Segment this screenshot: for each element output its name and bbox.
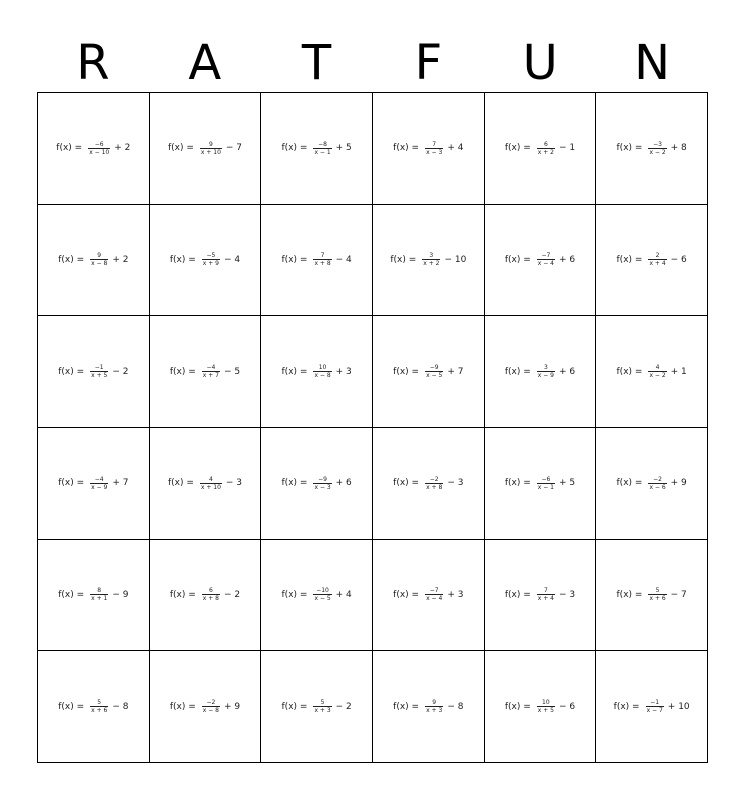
bingo-grid <box>37 92 708 763</box>
function-prefix: f(x) = <box>616 589 643 600</box>
fraction-numerator: 10 <box>542 699 550 707</box>
fraction <box>425 699 443 714</box>
constant-term: + 5 <box>558 478 576 489</box>
fraction <box>537 699 555 714</box>
bingo-cell[interactable] <box>150 428 262 540</box>
function-expression <box>170 364 240 379</box>
function-prefix: f(x) = <box>616 478 643 489</box>
function-prefix: f(x) = <box>504 701 531 712</box>
function-expression <box>58 699 128 714</box>
constant-term: − 3 <box>225 478 243 489</box>
function-prefix: f(x) = <box>613 701 640 712</box>
function-expression <box>282 476 352 491</box>
fraction <box>648 476 666 491</box>
function-prefix: f(x) = <box>58 254 85 265</box>
function-prefix: f(x) = <box>58 701 85 712</box>
function-prefix: f(x) = <box>393 478 420 489</box>
constant-term: − 10 <box>444 254 467 265</box>
fraction <box>90 364 108 379</box>
function-prefix: f(x) = <box>281 589 308 600</box>
fraction-numerator: 3 <box>543 364 548 372</box>
fraction-numerator: −4 <box>206 364 216 372</box>
fraction-numerator: −4 <box>94 475 104 483</box>
fraction <box>648 252 666 267</box>
bingo-cell[interactable] <box>485 540 597 652</box>
function-prefix: f(x) = <box>393 701 420 712</box>
function-expression <box>282 364 352 379</box>
fraction <box>537 587 555 602</box>
bingo-cell[interactable] <box>38 205 150 317</box>
fraction-numerator: 5 <box>320 699 325 707</box>
constant-term: + 5 <box>335 143 352 154</box>
function-expression <box>393 587 463 602</box>
fraction-denominator: x + 4 <box>649 260 666 268</box>
function-prefix: f(x) = <box>616 254 643 265</box>
function-expression <box>56 141 130 156</box>
bingo-cell[interactable] <box>261 316 373 428</box>
function-expression <box>617 476 687 491</box>
header-letter: N <box>634 35 671 91</box>
bingo-cell[interactable] <box>485 651 597 763</box>
fraction-denominator: x + 8 <box>426 483 443 491</box>
function-expression <box>617 364 687 379</box>
fraction-numerator: −7 <box>429 587 439 595</box>
function-prefix: f(x) = <box>390 254 417 265</box>
function-expression <box>393 476 463 491</box>
fraction <box>422 252 440 267</box>
function-prefix: f(x) = <box>281 701 308 712</box>
function-expression <box>617 252 687 267</box>
bingo-cell[interactable] <box>485 205 597 317</box>
fraction <box>202 364 220 379</box>
constant-term: + 8 <box>670 143 687 154</box>
fraction <box>90 699 108 714</box>
function-expression <box>58 476 128 491</box>
bingo-cell[interactable] <box>596 540 708 652</box>
function-prefix: f(x) = <box>169 589 196 600</box>
function-prefix: f(x) = <box>58 366 85 377</box>
fraction-numerator: −7 <box>541 252 551 260</box>
fraction-denominator: x + 10 <box>200 483 221 491</box>
fraction-numerator: 6 <box>208 587 213 595</box>
fraction-denominator: x − 5 <box>426 372 443 380</box>
fraction-numerator: −10 <box>316 587 329 595</box>
fraction-denominator: x + 10 <box>200 148 221 156</box>
fraction <box>313 587 331 602</box>
fraction <box>202 699 220 714</box>
bingo-cell[interactable] <box>38 316 150 428</box>
constant-term: + 4 <box>447 143 464 154</box>
fraction-numerator: −5 <box>206 252 216 260</box>
fraction <box>202 252 220 267</box>
function-expression <box>170 252 240 267</box>
function-prefix: f(x) = <box>393 366 420 377</box>
bingo-cell[interactable] <box>150 651 262 763</box>
constant-term: + 4 <box>335 589 352 600</box>
constant-term: − 9 <box>112 589 129 600</box>
constant-term: − 6 <box>558 701 576 712</box>
fraction-numerator: −9 <box>318 475 327 483</box>
fraction-denominator: x + 5 <box>537 707 554 715</box>
fraction-denominator: x − 1 <box>314 148 331 156</box>
function-prefix: f(x) = <box>281 366 308 377</box>
fraction-denominator: x − 9 <box>91 483 108 491</box>
fraction-denominator: x − 9 <box>537 372 554 380</box>
header-letter: F <box>414 35 443 91</box>
fraction-numerator: 7 <box>320 252 325 260</box>
fraction-denominator: x − 7 <box>646 707 663 715</box>
fraction-numerator: −2 <box>429 475 439 483</box>
constant-term: + 6 <box>335 478 352 489</box>
fraction-numerator: 5 <box>97 699 102 707</box>
function-expression <box>505 141 575 156</box>
constant-term: + 10 <box>667 701 690 712</box>
fraction-denominator: x + 3 <box>426 707 443 715</box>
fraction-denominator: x − 8 <box>91 260 108 268</box>
fraction-denominator: x − 4 <box>426 595 443 603</box>
bingo-cell[interactable] <box>596 651 708 763</box>
constant-term: + 2 <box>114 143 131 154</box>
function-expression <box>617 141 687 156</box>
function-prefix: f(x) = <box>281 478 308 489</box>
fraction-denominator: x + 5 <box>91 372 108 380</box>
bingo-cell[interactable] <box>373 540 485 652</box>
bingo-cell[interactable] <box>38 651 150 763</box>
function-expression <box>58 587 128 602</box>
function-expression <box>505 476 575 491</box>
fraction <box>537 364 555 379</box>
constant-term: − 2 <box>112 366 129 377</box>
fraction-numerator: −8 <box>318 140 327 148</box>
fraction <box>646 699 664 714</box>
header-letter: T <box>301 35 332 91</box>
fraction-numerator: −2 <box>206 699 216 707</box>
constant-term: − 1 <box>558 143 576 154</box>
function-prefix: f(x) = <box>58 589 85 600</box>
constant-term: − 2 <box>223 589 241 600</box>
bingo-cell[interactable] <box>38 93 150 205</box>
bingo-cell[interactable] <box>261 428 373 540</box>
fraction <box>313 699 331 714</box>
constant-term: − 3 <box>558 589 576 600</box>
fraction <box>537 252 555 267</box>
function-expression <box>393 699 463 714</box>
bingo-cell[interactable] <box>373 316 485 428</box>
fraction <box>425 587 443 602</box>
constant-term: − 2 <box>335 701 352 712</box>
constant-term: + 6 <box>558 254 576 265</box>
fraction-numerator: 9 <box>208 140 213 148</box>
fraction <box>425 476 443 491</box>
bingo-cell[interactable] <box>373 428 485 540</box>
fraction <box>313 364 331 379</box>
bingo-cell[interactable] <box>373 205 485 317</box>
fraction <box>425 141 443 156</box>
fraction-denominator: x − 3 <box>426 148 443 156</box>
fraction-denominator: x − 3 <box>314 483 331 491</box>
fraction-denominator: x − 4 <box>537 260 554 268</box>
fraction <box>537 476 555 491</box>
bingo-cell[interactable] <box>261 205 373 317</box>
fraction-numerator: 8 <box>97 587 102 595</box>
fraction-numerator: 9 <box>97 252 102 260</box>
function-prefix: f(x) = <box>393 143 420 154</box>
fraction-denominator: x + 7 <box>202 372 219 380</box>
constant-term: + 9 <box>223 701 241 712</box>
function-expression <box>58 364 128 379</box>
fraction-numerator: 9 <box>432 699 437 707</box>
bingo-cell[interactable] <box>596 93 708 205</box>
bingo-cell[interactable] <box>150 93 262 205</box>
fraction <box>88 141 110 156</box>
fraction-numerator: −6 <box>94 140 104 148</box>
constant-term: − 3 <box>447 478 464 489</box>
constant-term: + 2 <box>112 254 129 265</box>
constant-term: + 6 <box>558 366 576 377</box>
function-expression <box>390 252 466 267</box>
fraction <box>648 364 666 379</box>
function-expression <box>168 141 242 156</box>
fraction-denominator: x + 2 <box>537 148 554 156</box>
function-prefix: f(x) = <box>504 254 531 265</box>
function-prefix: f(x) = <box>281 254 308 265</box>
function-prefix: f(x) = <box>504 589 531 600</box>
bingo-cell[interactable] <box>485 316 597 428</box>
function-prefix: f(x) = <box>169 254 196 265</box>
function-prefix: f(x) = <box>167 143 194 154</box>
fraction <box>90 476 108 491</box>
fraction-numerator: 10 <box>318 364 327 372</box>
header-letter: U <box>522 35 558 91</box>
bingo-cell[interactable] <box>485 428 597 540</box>
function-expression <box>282 252 352 267</box>
constant-term: + 7 <box>447 366 464 377</box>
fraction-numerator: 7 <box>432 140 437 148</box>
function-expression <box>505 252 575 267</box>
constant-term: − 8 <box>112 701 129 712</box>
function-prefix: f(x) = <box>504 478 531 489</box>
fraction-denominator: x − 8 <box>314 372 331 380</box>
function-expression <box>282 587 352 602</box>
constant-term: − 6 <box>670 254 687 265</box>
fraction-numerator: 5 <box>655 587 660 595</box>
fraction <box>648 587 666 602</box>
fraction-denominator: x + 2 <box>423 260 440 268</box>
fraction-denominator: x + 8 <box>202 595 219 603</box>
fraction-numerator: −3 <box>653 140 662 148</box>
fraction-denominator: x + 4 <box>537 595 554 603</box>
bingo-cell[interactable] <box>373 651 485 763</box>
fraction-denominator: x − 8 <box>202 707 219 715</box>
fraction-numerator: −6 <box>541 475 551 483</box>
function-prefix: f(x) = <box>616 143 643 154</box>
fraction-denominator: x − 6 <box>649 483 666 491</box>
function-prefix: f(x) = <box>56 143 83 154</box>
constant-term: + 1 <box>670 366 687 377</box>
constant-term: − 8 <box>447 701 464 712</box>
fraction-denominator: x + 6 <box>649 595 666 603</box>
fraction <box>537 141 555 156</box>
function-prefix: f(x) = <box>393 589 420 600</box>
bingo-cell[interactable] <box>596 205 708 317</box>
fraction-numerator: 6 <box>543 140 548 148</box>
constant-term: − 7 <box>670 589 687 600</box>
constant-term: − 4 <box>223 254 241 265</box>
constant-term: − 4 <box>335 254 352 265</box>
fraction <box>200 476 222 491</box>
fraction-denominator: x − 5 <box>314 595 331 603</box>
constant-term: + 3 <box>447 589 464 600</box>
function-expression <box>393 141 463 156</box>
bingo-cell[interactable] <box>485 93 597 205</box>
fraction-denominator: x + 1 <box>91 595 108 603</box>
function-expression <box>170 699 240 714</box>
function-expression <box>393 364 463 379</box>
fraction-numerator: −1 <box>94 364 104 372</box>
fraction <box>90 587 108 602</box>
bingo-cell[interactable] <box>373 93 485 205</box>
fraction <box>425 364 443 379</box>
fraction-denominator: x + 8 <box>314 260 331 268</box>
fraction-numerator: 4 <box>208 475 213 483</box>
function-prefix: f(x) = <box>616 366 643 377</box>
function-expression <box>505 587 575 602</box>
bingo-cell[interactable] <box>261 540 373 652</box>
function-expression <box>168 476 242 491</box>
function-expression <box>282 141 352 156</box>
fraction-numerator: −1 <box>650 699 660 707</box>
fraction-numerator: 7 <box>543 587 548 595</box>
fraction <box>202 587 220 602</box>
header-letter: R <box>76 35 110 91</box>
fraction-denominator: x − 2 <box>649 372 666 380</box>
fraction-numerator: −2 <box>653 475 662 483</box>
fraction-denominator: x + 9 <box>202 260 219 268</box>
bingo-header <box>37 34 708 92</box>
function-prefix: f(x) = <box>169 701 196 712</box>
bingo-cell[interactable] <box>150 540 262 652</box>
function-expression <box>617 587 687 602</box>
fraction <box>313 476 331 491</box>
header-letter: A <box>188 35 222 91</box>
function-prefix: f(x) = <box>167 478 194 489</box>
function-expression <box>170 587 240 602</box>
fraction-denominator: x − 2 <box>649 148 666 156</box>
bingo-cell[interactable] <box>150 316 262 428</box>
fraction-denominator: x − 1 <box>537 483 554 491</box>
constant-term: − 7 <box>225 143 243 154</box>
function-prefix: f(x) = <box>58 478 85 489</box>
fraction-denominator: x − 10 <box>89 148 110 156</box>
function-expression <box>614 699 690 714</box>
bingo-cell[interactable] <box>596 316 708 428</box>
bingo-cell[interactable] <box>38 428 150 540</box>
function-expression <box>505 699 575 714</box>
function-prefix: f(x) = <box>504 143 531 154</box>
constant-term: + 7 <box>112 478 129 489</box>
bingo-cell[interactable] <box>261 651 373 763</box>
bingo-cell[interactable] <box>150 205 262 317</box>
fraction <box>313 252 331 267</box>
function-expression <box>505 364 575 379</box>
function-expression <box>58 252 128 267</box>
bingo-cell[interactable] <box>38 540 150 652</box>
bingo-cell[interactable] <box>596 428 708 540</box>
fraction-denominator: x + 3 <box>314 707 331 715</box>
constant-term: + 3 <box>335 366 352 377</box>
fraction-numerator: 3 <box>429 252 434 260</box>
function-prefix: f(x) = <box>169 366 196 377</box>
function-expression <box>282 699 352 714</box>
fraction <box>90 252 108 267</box>
bingo-cell[interactable] <box>261 93 373 205</box>
fraction <box>648 141 666 156</box>
fraction <box>313 141 331 156</box>
function-prefix: f(x) = <box>281 143 308 154</box>
fraction-numerator: 4 <box>655 364 660 372</box>
constant-term: + 9 <box>670 478 687 489</box>
fraction-numerator: −9 <box>429 364 439 372</box>
constant-term: − 5 <box>223 366 241 377</box>
function-prefix: f(x) = <box>504 366 531 377</box>
fraction-denominator: x + 6 <box>91 707 108 715</box>
fraction <box>200 141 222 156</box>
fraction-numerator: 2 <box>655 252 660 260</box>
